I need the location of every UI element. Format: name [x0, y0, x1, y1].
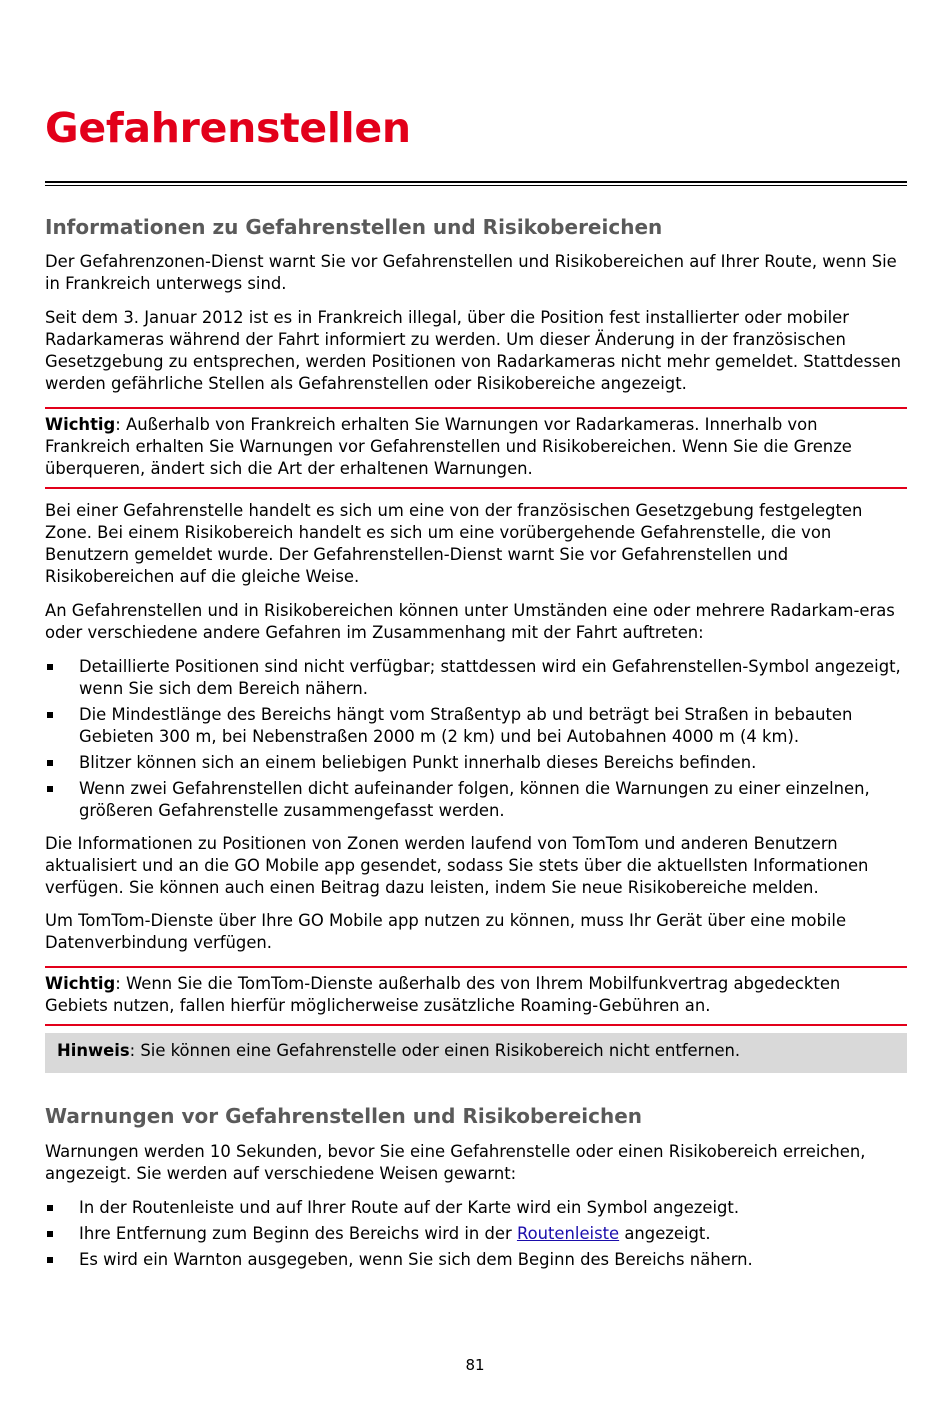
note-text: : Sie können eine Gefahrenstelle oder einen Risikobereich nicht entfernen. [129, 1041, 741, 1060]
list-item: Blitzer können sich an einem beliebigen Punkt innerhalb dieses Bereichs befinden. [45, 752, 907, 774]
paragraph-warnings-intro [45, 1141, 907, 1185]
bullet-icon [47, 1257, 53, 1263]
paragraph: An Gefahrenstellen und in Risikobereichen können unter Umständen eine oder mehrere Radarkam-eras oder verschiedene andere Gefahren im Zusammenhang mit der Fahrt auftreten: [45, 601, 895, 642]
routenleiste-link[interactable]: Routenleiste [516, 1224, 620, 1243]
paragraph-updates [45, 833, 907, 899]
list-item: Wenn zwei Gefahrenstellen dicht aufeinander folgen, können die Warnungen zu einer einzelnen, größeren Gefahrenstelle zusammengefasst werden. [45, 778, 907, 822]
section-warnings [45, 1103, 907, 1129]
warning-bullet-list [45, 1197, 907, 1271]
bullet-icon [47, 786, 53, 792]
important-text: : Außerhalb von Frankreich erhalten Sie Warnungen vor Radarkameras. Innerhalb von Frankreich erhalten Sie Warnungen vor Gefahrenstellen und Risikobereichen. Wenn Sie die Grenze überqueren, ändert sich die Art der erhaltenen Warnungen. [45, 415, 852, 478]
paragraph: Die Informationen zu Positionen von Zonen werden laufend von TomTom und anderen Benutzern aktualisiert und an die GO Mobile app gesendet, sodass Sie stets über die aktuellsten Informationen verfügen. Sie können auch einen Beitrag dazu leisten, indem Sie neue Risikobereiche melden. [45, 834, 869, 897]
list-item: Detaillierte Positionen sind nicht verfügbar; stattdessen wird ein Gefahrenstellen-Symbol angezeigt, wenn Sie sich dem Bereich nähern. [45, 656, 907, 700]
page-number: 81 [465, 1356, 485, 1374]
list-item: Es wird ein Warnton ausgegeben, wenn Sie sich dem Beginn des Bereichs nähern. [45, 1249, 907, 1271]
page-title: Gefahrenstellen [45, 104, 411, 152]
bullet-icon [47, 760, 53, 766]
paragraph-definition [45, 500, 907, 588]
note-label: Hinweis [57, 1041, 130, 1060]
list-item: In der Routenleiste und auf Ihrer Route auf der Karte wird ein Symbol angezeigt. [45, 1197, 907, 1219]
bullet-icon [47, 1205, 53, 1211]
important-text: : Wenn Sie die TomTom-Dienste außerhalb des von Ihrem Mobilfunkvertrag abgedeckten Gebiets nutzen, fallen hierfür möglicherweise zusätzliche Roaming-Gebühren an. [45, 974, 841, 1015]
paragraph: Warnungen werden 10 Sekunden, bevor Sie eine Gefahrenstelle oder einen Risikobereich erreichen, angezeigt. Sie werden auf verschiedene Weisen gewarnt: [45, 1142, 866, 1183]
bullet-icon [47, 664, 53, 670]
paragraph-legal [45, 307, 907, 395]
note-box [45, 1033, 907, 1073]
section-heading-warnings: Warnungen vor Gefahrenstellen und Risikobereichen [45, 1104, 643, 1128]
paragraph: Der Gefahrenzonen-Dienst warnt Sie vor Gefahrenstellen und Risikobereichen auf Ihrer Route, wenn Sie in Frankreich unterwegs sind. [45, 252, 897, 293]
section-info [45, 214, 907, 240]
paragraph-hazards [45, 600, 907, 644]
important-label: Wichtig [45, 974, 116, 993]
paragraph: Um TomTom-Dienste über Ihre GO Mobile app nutzen zu können, muss Ihr Gerät über eine mobile Datenverbindung verfügen. [45, 911, 847, 952]
title-divider [45, 181, 907, 186]
important-box-2 [45, 966, 907, 1026]
list-item: Die Mindestlänge des Bereichs hängt vom Straßentyp ab und beträgt bei Straßen in bebauten Gebieten 300 m, bei Nebenstraßen 2000 m (2 km) und bei Autobahnen 4000 m (4 km). [45, 704, 907, 748]
list-item: Ihre Entfernung zum Beginn des Bereichs wird in der Routenleiste angezeigt. [45, 1223, 907, 1245]
paragraph: Seit dem 3. Januar 2012 ist es in Frankreich illegal, über die Position fest installierter oder mobiler Radarkameras während der Fahrt informiert zu werden. Um dieser Änderung in der französischen Gesetzgebung zu entsprechen, werden Positionen von Radarkameras nicht mehr gemeldet. Stattdessen werden gefährliche Stellen als Gefahrenstellen oder Risikobereiche angezeigt. [45, 308, 902, 393]
paragraph-data-connection [45, 910, 907, 954]
bullet-icon [47, 1231, 53, 1237]
important-label: Wichtig [45, 415, 116, 434]
section-heading-info: Informationen zu Gefahrenstellen und Risikobereichen [45, 215, 663, 239]
paragraph-intro [45, 251, 907, 295]
paragraph: Bei einer Gefahrenstelle handelt es sich um eine von der französischen Gesetzgebung festgelegten Zone. Bei einem Risikobereich handelt es sich um eine vorübergehende Gefahrenstelle, die von Benutzern gemeldet wurde. Der Gefahrenstellen-Dienst warnt Sie vor Gefahrenstellen und Risikobereichen auf die gleiche Weise. [45, 501, 863, 586]
important-box-1 [45, 407, 907, 489]
hazard-bullet-list [45, 656, 907, 822]
bullet-icon [47, 712, 53, 718]
